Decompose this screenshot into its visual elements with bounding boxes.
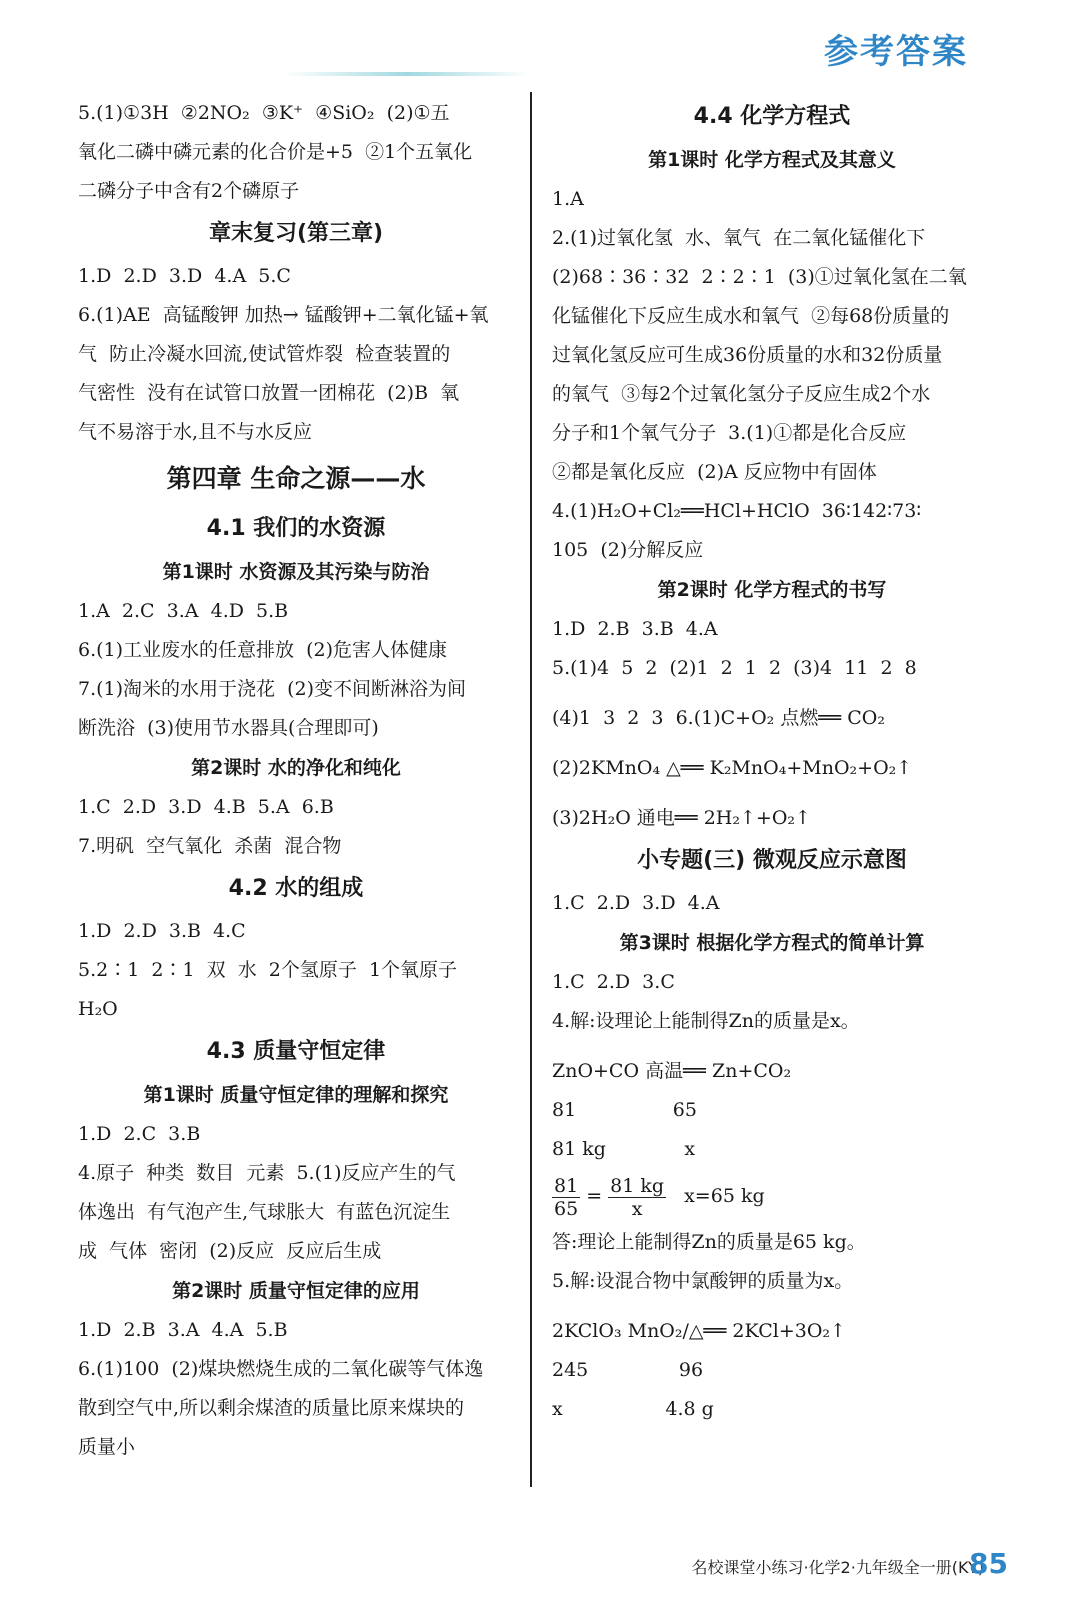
answer-line: (2)68∶36∶32 2∶2∶1 (3)①过氧化氢在二氧 (552, 266, 967, 288)
answer-line: 105 (2)分解反应 (552, 539, 704, 561)
answer-line: 1.C 2.D 3.D 4.A (552, 892, 720, 914)
lesson-heading: 第3课时 根据化学方程式的简单计算 (619, 932, 925, 954)
answer-line: 245 96 (552, 1359, 704, 1381)
header-title: 参考答案 (824, 32, 968, 72)
answer-line: 4.解:设理论上能制得Zn的质量是x。 (552, 1010, 860, 1032)
answer-line: 2.(1)过氧化氢 水、氧气 在二氧化锰催化下 (552, 227, 926, 249)
answer-line: 5.2∶1 2∶1 双 水 2个氢原子 1个氧原子 (78, 959, 458, 981)
equation-line: ZnO+CO 高温══ Zn+CO₂ (552, 1060, 792, 1082)
answer-line: 过氧化氢反应可生成36份质量的水和32份质量 (552, 344, 943, 366)
fraction-right (608, 1175, 666, 1220)
result-text: x=65 kg (672, 1185, 765, 1207)
answer-line: 81 65 (552, 1099, 697, 1121)
answer-line: 5.(1)①3H ②2NO₂ ③K⁺ ④SiO₂ (2)①五 (78, 102, 450, 124)
section-heading: 4.4 化学方程式 (693, 104, 851, 129)
answer-line: 6.(1)AE 高锰酸钾 加热→ 锰酸钾+二氧化锰+氧 (78, 304, 489, 326)
equation-line: (4)1 3 2 3 6.(1)C+O₂ 点燃══ CO₂ (552, 707, 885, 729)
answer-line: 5.解:设混合物中氯酸钾的质量为x。 (552, 1270, 854, 1292)
fraction-equation (552, 1169, 992, 1223)
section-heading: 4.2 水的组成 (228, 876, 364, 901)
fraction-right-numerator: 81 kg (610, 1174, 665, 1197)
answer-line: 5.(1)4 5 2 (2)1 2 1 2 (3)4 11 2 8 (552, 657, 917, 679)
answer-line: 的氧气 ③每2个过氧化氢分子反应生成2个水 (552, 383, 931, 405)
lesson-heading: 第1课时 质量守恒定律的理解和探究 (143, 1084, 449, 1106)
answer-line: 81 kg x (552, 1138, 696, 1160)
lesson-heading: 第2课时 质量守恒定律的应用 (172, 1280, 420, 1302)
header-decoration (285, 72, 530, 76)
lesson-heading: 第1课时 水资源及其污染与防治 (162, 561, 430, 583)
answer-line: 1.D 2.D 3.D 4.A 5.C (78, 265, 291, 287)
answer-line: 气不易溶于水,且不与水反应 (78, 421, 313, 443)
answer-line: 1.A (552, 188, 584, 210)
equals-sign: = (586, 1185, 603, 1207)
equation-line: (3)2H₂O 通电══ 2H₂↑+O₂↑ (552, 807, 811, 829)
footer-text: 名校课堂小练习·化学2·九年级全一册(KY) (691, 1558, 984, 1577)
answer-line: 氧化二磷中磷元素的化合价是+5 ②1个五氧化 (78, 141, 473, 163)
answer-line: 气 防止冷凝水回流,使试管炸裂 检查装置的 (78, 343, 451, 365)
answer-line: 1.D 2.D 3.B 4.C (78, 920, 246, 942)
column-divider (530, 92, 532, 1487)
answer-line: 成 气体 密闭 (2)反应 反应后生成 (78, 1240, 382, 1262)
answer-line: 二磷分子中含有2个磷原子 (78, 180, 300, 202)
answer-line: 4.(1)H₂O+Cl₂══HCl+HClO 36∶142∶73∶ (552, 500, 922, 522)
answer-line: H₂O (78, 998, 118, 1020)
answer-line: 1.D 2.C 3.B (78, 1123, 201, 1145)
review-heading: 章末复习(第三章) (208, 221, 384, 246)
equation-line: 2KClO₃ MnO₂/△══ 2KCl+3O₂↑ (552, 1320, 846, 1342)
answer-line: 答:理论上能制得Zn的质量是65 kg。 (552, 1231, 866, 1253)
fraction-left-numerator: 81 (554, 1174, 579, 1197)
answer-line: 散到空气中,所以剩余煤渣的质量比原来煤块的 (78, 1397, 465, 1419)
answer-line: 体逸出 有气泡产生,气球胀大 有蓝色沉淀生 (78, 1201, 451, 1223)
answer-line: 气密性 没有在试管口放置一团棉花 (2)B 氧 (78, 382, 460, 404)
answer-line: 质量小 (78, 1436, 136, 1458)
section-heading: 4.3 质量守恒定律 (206, 1039, 386, 1064)
lesson-heading: 第1课时 化学方程式及其意义 (648, 149, 896, 171)
answer-line: 7.(1)淘米的水用于浇花 (2)变不间断淋浴为间 (78, 678, 467, 700)
answer-line: ②都是氧化反应 (2)A 反应物中有固体 (552, 461, 877, 483)
answer-line: 1.D 2.B 3.B 4.A (552, 618, 718, 640)
lesson-heading: 第2课时 化学方程式的书写 (657, 579, 887, 601)
answer-line: 1.C 2.D 3.D 4.B 5.A 6.B (78, 796, 334, 818)
answer-line: 4.原子 种类 数目 元素 5.(1)反应产生的气 (78, 1162, 456, 1184)
left-column (78, 94, 514, 1467)
answer-line: x 4.8 g (552, 1398, 714, 1420)
fraction-left (552, 1175, 580, 1220)
answer-line: 6.(1)工业废水的任意排放 (2)危害人体健康 (78, 639, 448, 661)
section-heading: 小专题(三) 微观反应示意图 (637, 848, 907, 873)
answer-line: 断洗浴 (3)使用节水器具(合理即可) (78, 717, 379, 739)
answer-line: 分子和1个氧气分子 3.(1)①都是化合反应 (552, 422, 907, 444)
chapter-heading: 第四章 生命之源——水 (166, 464, 426, 493)
answer-line: 1.D 2.B 3.A 4.A 5.B (78, 1319, 288, 1341)
equation-line: (2)2KMnO₄ △══ K₂MnO₄+MnO₂+O₂↑ (552, 757, 913, 779)
answer-line: 1.C 2.D 3.C (552, 971, 675, 993)
fraction-left-denominator: 65 (554, 1197, 579, 1220)
page-number: 85 (969, 1547, 1008, 1580)
answer-line: 7.明矾 空气氧化 杀菌 混合物 (78, 835, 342, 857)
answer-line: 1.A 2.C 3.A 4.D 5.B (78, 600, 289, 622)
lesson-heading: 第2课时 水的净化和纯化 (191, 757, 401, 779)
answer-line: 6.(1)100 (2)煤块燃烧生成的二氧化碳等气体逸 (78, 1358, 484, 1380)
section-heading: 4.1 我们的水资源 (206, 516, 386, 541)
right-column (552, 94, 992, 1429)
answer-line: 化锰催化下反应生成水和氧气 ②每68份质量的 (552, 305, 950, 327)
fraction-right-denominator: x (631, 1197, 643, 1220)
